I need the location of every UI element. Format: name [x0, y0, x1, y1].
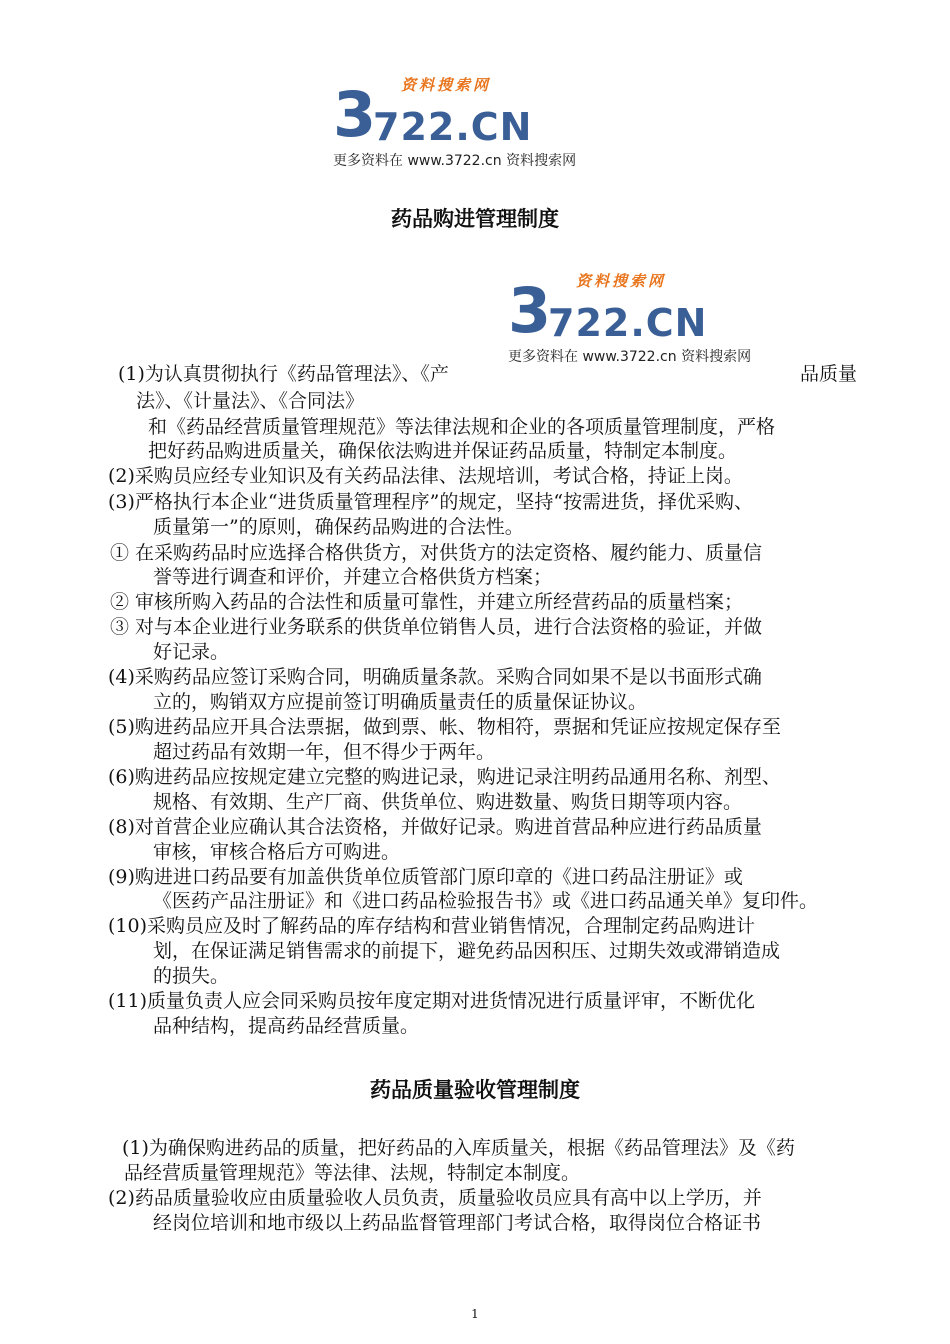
body-line: 规格、有效期、生产厂商、供货单位、购进数量、购货日期等项内容。 — [153, 791, 743, 813]
body-line: (1)为确保购进药品的质量，把好药品的入库质量关，根据《药品管理法》及《药 — [122, 1137, 795, 1159]
body-line: ① 在采购药品时应选择合格供货方，对供货方的法定资格、履约能力、质量信 — [110, 542, 763, 564]
body-line: 划，在保证满足销售需求的前提下，避免药品因积压、过期失效或滞销造成 — [153, 940, 781, 962]
body-line: (10)采购员应及时了解药品的库存结构和营业销售情况，合理制定药品购进计 — [108, 915, 756, 937]
body-line: (1)为认真贯彻执行《药品管理法》、《产 — [118, 363, 449, 385]
body-line: 品种结构，提高药品经营质量。 — [153, 1015, 420, 1037]
site-logo-top — [333, 76, 633, 180]
body-line: (3)严格执行本企业“进货质量管理程序”的规定，坚持“按需进货，择优采购、 — [108, 491, 754, 513]
logo-number-rest: 722.CN — [373, 105, 533, 149]
logo-number-lead: 3 — [333, 78, 378, 151]
body-line: ③ 对与本企业进行业务联系的供货单位销售人员，进行合法资格的验证，并做 — [110, 616, 763, 638]
page-number: 1 — [471, 1307, 479, 1321]
logo-subtitle: 更多资料在 www.3722.cn 资料搜索网 — [508, 349, 752, 365]
logo-number-lead: 3 — [508, 274, 553, 347]
logo-tagline: 资料搜索网 — [401, 76, 492, 94]
logo-number-rest: 722.CN — [548, 301, 708, 345]
section-title-acceptance: 药品质量验收管理制度 — [370, 1078, 580, 1102]
body-line: (9)购进进口药品要有加盖供货单位质管部门原印章的《进口药品注册证》或 — [108, 866, 743, 888]
body-line: 誉等进行调查和评价，并建立合格供货方档案； — [153, 566, 553, 588]
body-line: 《医药产品注册证》和《进口药品检验报告书》或《进口药品通关单》复印件。 — [153, 890, 819, 912]
section-title-purchase: 药品购进管理制度 — [391, 207, 559, 231]
body-line: 经岗位培训和地市级以上药品监督管理部门考试合格，取得岗位合格证书 — [153, 1212, 762, 1234]
body-line: (4)采购药品应签订采购合同，明确质量条款。采购合同如果不是以书面形式确 — [108, 666, 762, 688]
body-line: ② 审核所购入药品的合法性和质量可靠性，并建立所经营药品的质量档案； — [110, 591, 744, 613]
body-line: 好记录。 — [153, 641, 230, 663]
body-line: (11)质量负责人应会同采购员按年度定期对进货情况进行质量评审，不断优化 — [108, 990, 756, 1012]
body-line: (6)购进药品应按规定建立完整的购进记录，购进记录注明药品通用名称、剂型、 — [108, 766, 781, 788]
site-logo-watermark — [508, 272, 798, 368]
body-line: (8)对首营企业应确认其合法资格，并做好记录。购进首营品种应进行药品质量 — [108, 816, 762, 838]
body-line: 品经营质量管理规范》等法律、法规，特制定本制度。 — [124, 1162, 581, 1184]
body-line: 把好药品购进质量关，确保依法购进并保证药品质量，特制定本制度。 — [148, 440, 738, 462]
body-line: 超过药品有效期一年，但不得少于两年。 — [153, 741, 496, 763]
body-line: (2)采购员应经专业知识及有关药品法律、法规培训，考试合格，持证上岗。 — [108, 465, 743, 487]
body-line: (2)药品质量验收应由质量验收人员负责，质量验收员应具有高中以上学历，并 — [108, 1187, 762, 1209]
body-line: 法》、《计量法》、《合同法》 — [136, 390, 365, 412]
body-line: 的损失。 — [153, 965, 230, 987]
body-line: (5)购进药品应开具合法票据，做到票、帐、物相符，票据和凭证应按规定保存至 — [108, 716, 781, 738]
logo-tagline: 资料搜索网 — [576, 272, 667, 290]
body-line: 质量第一”的原则，确保药品购进的合法性。 — [153, 516, 524, 538]
body-line: 品质量 — [800, 363, 858, 385]
logo-subtitle: 更多资料在 www.3722.cn 资料搜索网 — [333, 153, 577, 169]
body-line: 立的，购销双方应提前签订明确质量责任的质量保证协议。 — [153, 691, 648, 713]
body-line: 和《药品经营质量管理规范》等法律法规和企业的各项质量管理制度，严格 — [148, 416, 776, 438]
body-line: 审核，审核合格后方可购进。 — [153, 841, 401, 863]
